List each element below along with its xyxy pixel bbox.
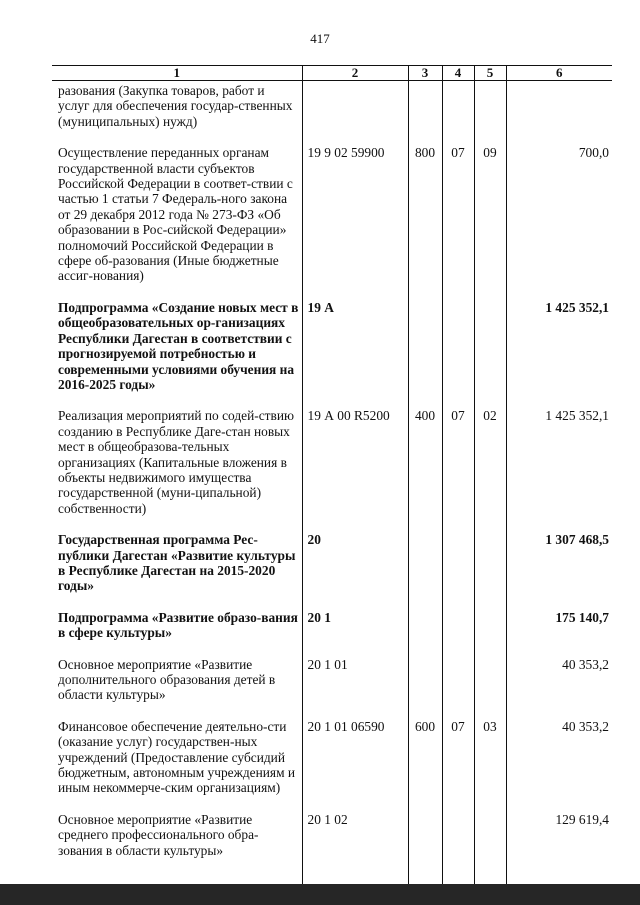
table-row (52, 532, 612, 610)
row-vr (408, 610, 442, 657)
row-vr: 600 (408, 719, 442, 812)
table-row (52, 657, 612, 719)
row-pr (474, 81, 506, 146)
table-row (52, 300, 612, 408)
row-rz (442, 81, 474, 146)
row-name: Основное мероприятие «Развитие среднего профессионального обра-зования в области культуры» (58, 811, 259, 858)
row-amount: 40 353,2 (506, 719, 612, 812)
row-rz (442, 812, 474, 888)
row-amount: 1 425 352,1 (506, 300, 612, 408)
table-row (52, 81, 612, 146)
row-code: 20 1 (302, 610, 408, 657)
row-code: 20 (302, 532, 408, 610)
row-vr (408, 812, 442, 888)
row-rz (442, 657, 474, 719)
row-pr (474, 812, 506, 888)
row-name: Государственная программа Рес-публики Дагестан «Развитие культуры в Республике Дагестан на 2015-2020 годы» (58, 532, 296, 594)
row-vr (408, 300, 442, 408)
row-rz: 07 (442, 408, 474, 532)
row-vr (408, 532, 442, 610)
row-name: Реализация мероприятий по содей-ствию созданию в Республике Даге-стан новых мест в общеобразова-тельных организациях (Капитальные вложения в объекты недвижимого имущества государственной (муни-ципальной) собственности) (58, 408, 295, 516)
row-rz (442, 300, 474, 408)
row-pr (474, 610, 506, 657)
row-name: Основное мероприятие «Развитие дополнительного образования детей в области культуры» (58, 656, 276, 703)
column-header: 3 (408, 66, 442, 81)
row-pr (474, 300, 506, 408)
row-amount: 1 425 352,1 (506, 408, 612, 532)
row-vr: 800 (408, 145, 442, 300)
row-vr (408, 657, 442, 719)
column-header: 2 (302, 66, 408, 81)
column-header: 1 (52, 66, 302, 81)
row-code: 19 9 02 59900 (302, 145, 408, 300)
row-rz: 07 (442, 145, 474, 300)
table-row (52, 610, 612, 657)
row-rz (442, 610, 474, 657)
row-pr (474, 657, 506, 719)
row-name: Подпрограмма «Создание новых мест в общеобразовательных ор-ганизациях Республики Дагестан в соответствии с прогнозируемой потребностью и современными условиями обучения на 2016-2025 годы» (58, 299, 299, 392)
row-name: Финансовое обеспечение деятельно-сти (оказание услуг) государствен-ных учреждений (Предоставление субсидий бюджетным, автономным учреждениям и иным некоммерче-ским организациям) (58, 718, 296, 796)
row-amount: 129 619,4 (506, 812, 612, 888)
row-amount: 40 353,2 (506, 657, 612, 719)
row-code: 20 1 02 (302, 812, 408, 888)
row-code: 20 1 01 (302, 657, 408, 719)
row-code (302, 81, 408, 146)
column-header: 5 (474, 66, 506, 81)
row-rz: 07 (442, 719, 474, 812)
row-amount: 175 140,7 (506, 610, 612, 657)
row-code: 19 А 00 R5200 (302, 408, 408, 532)
row-pr: 03 (474, 719, 506, 812)
row-code: 20 1 01 06590 (302, 719, 408, 812)
row-name: Осуществление переданных органам государственной власти субъектов Российской Федерации в соответ-ствии с частью 1 статьи 7 Федераль-ного закона от 29 декабря 2012 года № 273-ФЗ «Об образовании в Рос-сийской Федерации» полномочий Российской Федерации в сфере об-разования (Иные бюджетные ассиг-нования) (58, 145, 293, 284)
row-pr (474, 532, 506, 610)
row-amount: 1 307 468,5 (506, 532, 612, 610)
row-code: 19 А (302, 300, 408, 408)
row-name: разования (Закупка товаров, работ и услуг для обеспечения государ-ственных (муниципальных) нужд) (58, 83, 293, 129)
table-row (52, 719, 612, 812)
row-pr: 09 (474, 145, 506, 300)
column-header: 6 (506, 66, 612, 81)
row-vr (408, 81, 442, 146)
row-amount (506, 81, 612, 146)
table-row (52, 812, 612, 888)
row-vr: 400 (408, 408, 442, 532)
column-header: 4 (442, 66, 474, 81)
page-number: 417 (310, 31, 330, 46)
table-header-row (52, 66, 612, 81)
row-pr: 02 (474, 408, 506, 532)
row-name: Подпрограмма «Развитие образо-вания в сфере культуры» (58, 609, 298, 641)
row-amount: 700,0 (506, 145, 612, 300)
budget-table (52, 65, 612, 888)
row-rz (442, 532, 474, 610)
scan-edge-strip (0, 884, 640, 905)
table-row (52, 145, 612, 300)
table-row (52, 408, 612, 532)
